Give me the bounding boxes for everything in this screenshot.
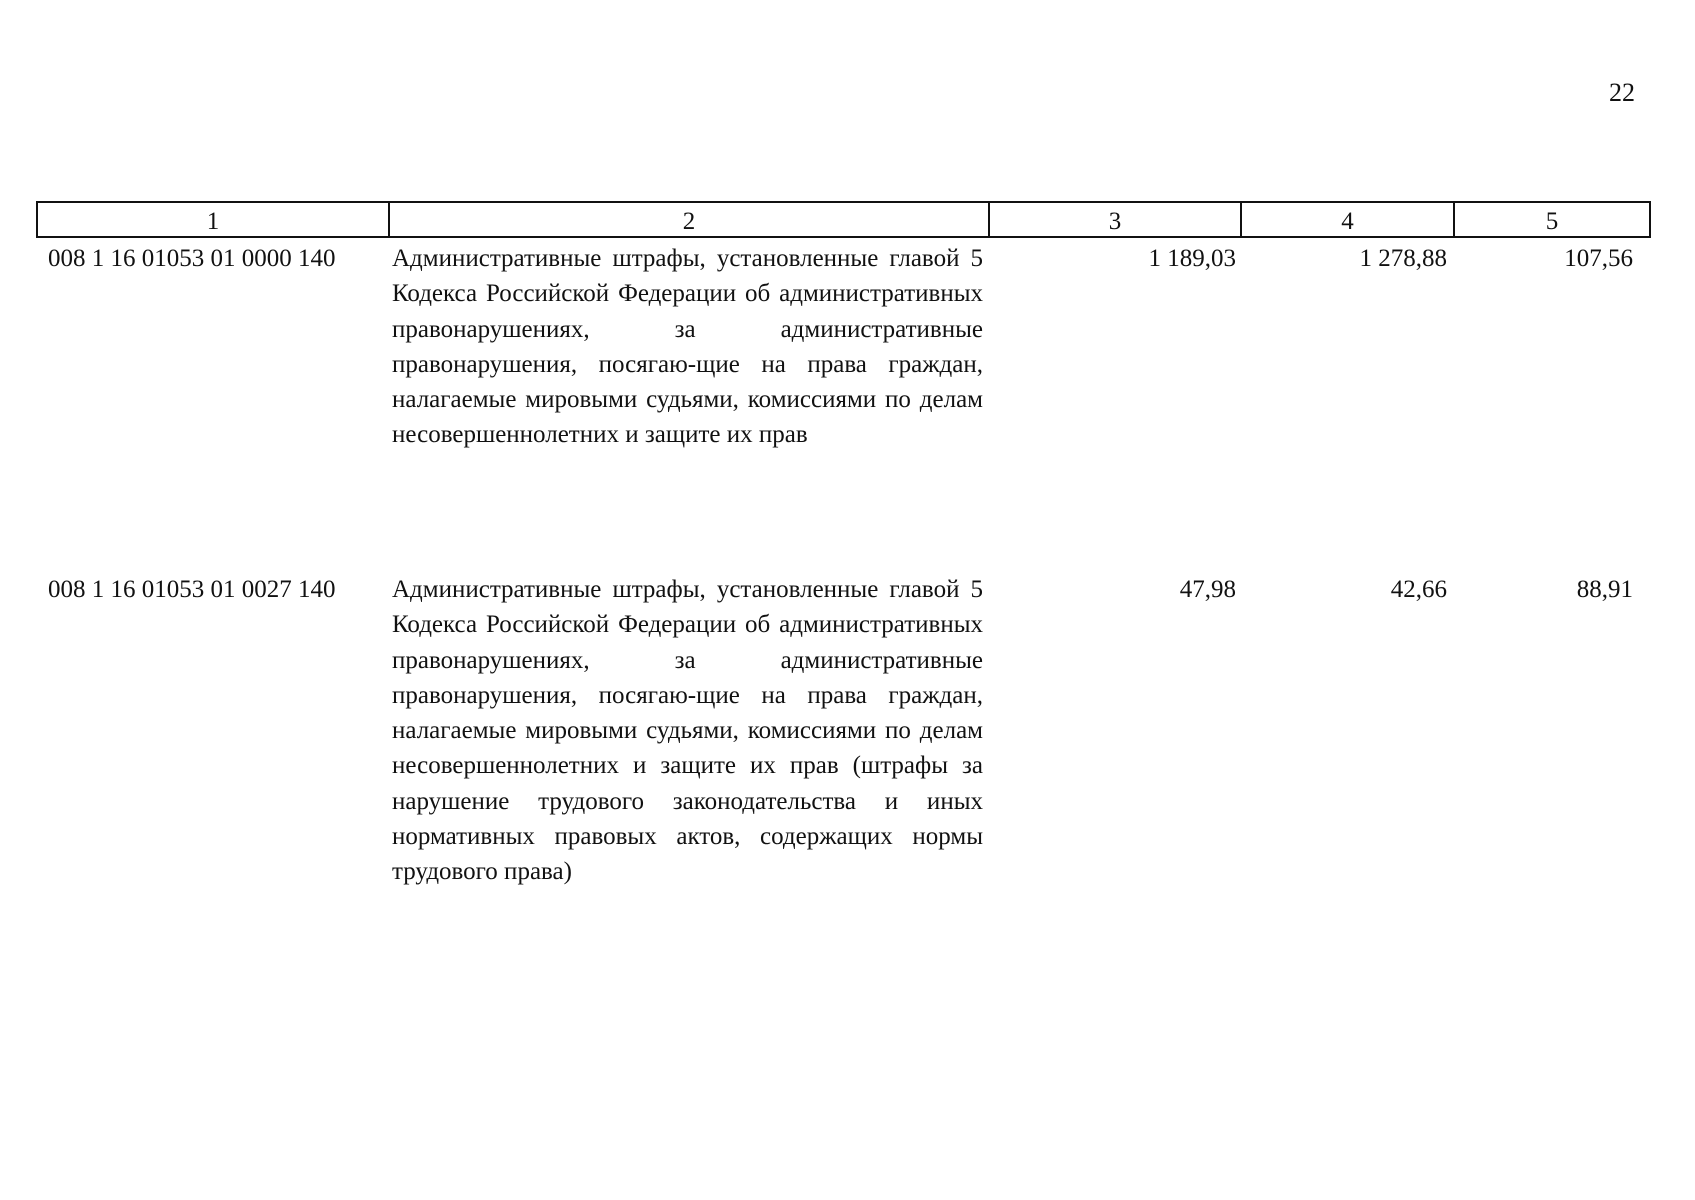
header-col-4: 4 — [1241, 202, 1454, 237]
row-description: Административные штрафы, установленные главой 5 Кодекса Российской Федерации об административных правонарушениях, за административные правонарушения, посягаю-щие на права граждан, налагаемые мировыми судьями, комиссиями по делам несовершеннолетних и защите их прав (штрафы за нарушение трудового законодательства и иных нормативных правовых актов, содержащих нормы трудового права) — [392, 576, 983, 886]
header-col-5: 5 — [1454, 202, 1650, 237]
page-number: 22 — [1609, 78, 1635, 107]
header-col-2: 2 — [389, 202, 989, 237]
row-value-col-4: 1 278,88 — [1359, 245, 1447, 272]
row-value-col-4: 42,66 — [1390, 576, 1447, 603]
row-value-col-5: 88,91 — [1576, 576, 1633, 603]
table-header — [36, 201, 1651, 238]
row-value-col-5: 107,56 — [1564, 245, 1633, 272]
row-code: 008 1 16 01053 01 0000 140 — [48, 245, 336, 272]
header-col-3: 3 — [989, 202, 1241, 237]
row-value-col-3: 47,98 — [1179, 576, 1236, 603]
header-col-1: 1 — [37, 202, 389, 237]
header-row — [37, 202, 1650, 237]
row-value-col-3: 1 189,03 — [1148, 245, 1236, 272]
row-code: 008 1 16 01053 01 0027 140 — [48, 576, 336, 603]
row-description: Административные штрафы, установленные главой 5 Кодекса Российской Федерации об административных правонарушениях, за административные правонарушения, посягаю-щие на права граждан, налагаемые мировыми судьями, комиссиями по делам несовершеннолетних и защите их прав — [392, 245, 983, 449]
